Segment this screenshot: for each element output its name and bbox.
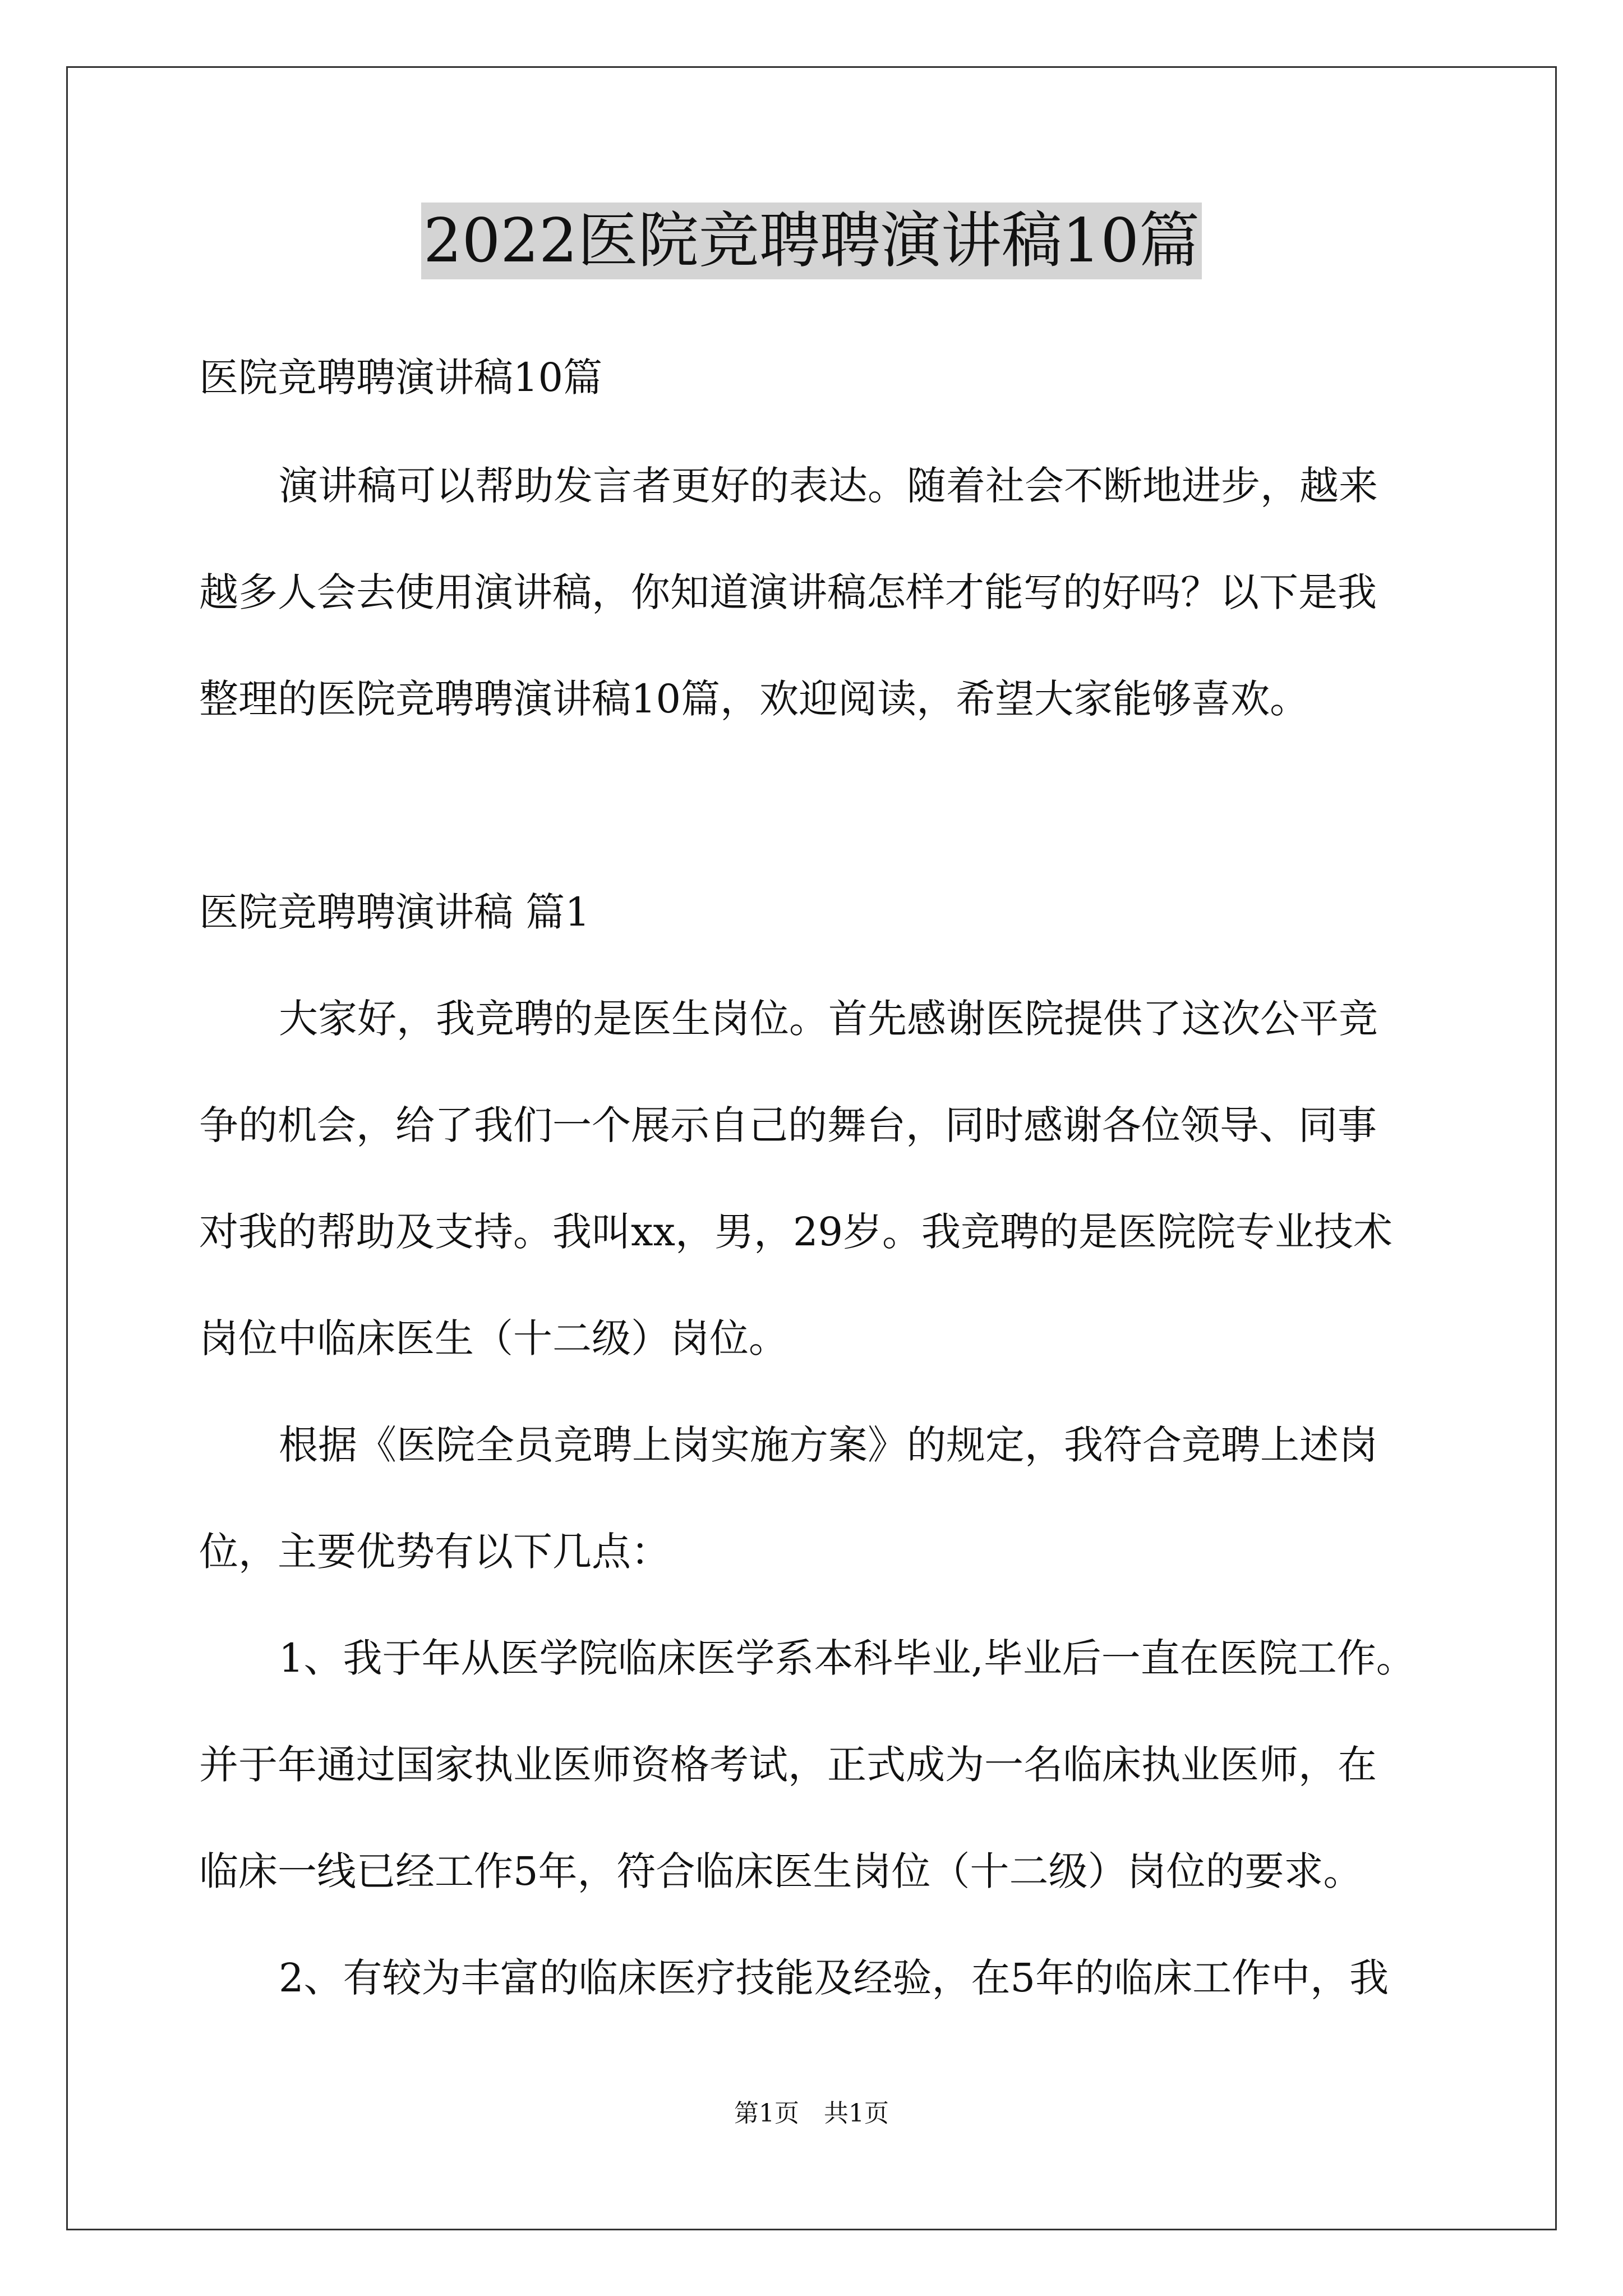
paragraph3-line-3: 临床一线已经工作5年，符合临床医生岗位（十二级）岗位的要求。	[199, 1848, 1363, 1894]
paragraph3-line-1: 1、我于年从医学院临床医学系本科毕业,毕业后一直在医院工作。	[279, 1635, 1415, 1681]
paragraph2-line-1: 根据《医院全员竞聘上岗实施方案》的规定，我符合竞聘上述岗	[279, 1422, 1378, 1468]
paragraph4-line-1: 2、有较为丰富的临床医疗技能及经验，在5年的临床工作中，我	[279, 1955, 1389, 2001]
paragraph2-line-2: 位，主要优势有以下几点：	[199, 1529, 670, 1575]
paragraph1-line-2: 争的机会，给了我们一个展示自己的舞台，同时感谢各位领导、同事	[199, 1102, 1377, 1148]
paragraph3-line-2: 并于年通过国家执业医师资格考试，正式成为一名临床执业医师，在	[199, 1742, 1377, 1788]
document-title-text: 2022医院竞聘聘演讲稿10篇	[421, 203, 1202, 279]
intro-line-3: 整理的医院竞聘聘演讲稿10篇，欢迎阅读，希望大家能够喜欢。	[199, 676, 1310, 722]
paragraph1-line-1: 大家好，我竞聘的是医生岗位。首先感谢医院提供了这次公平竞	[279, 996, 1378, 1042]
paragraph1-line-3: 对我的帮助及支持。我叫xx，男，29岁。我竞聘的是医院院专业技术	[199, 1209, 1393, 1255]
page-footer: 第1页 共1页	[734, 2099, 889, 2128]
intro-line-2: 越多人会去使用演讲稿，你知道演讲稿怎样才能写的好吗？以下是我	[199, 569, 1377, 615]
paragraph1-line-4: 岗位中临床医生（十二级）岗位。	[199, 1315, 788, 1361]
section-heading: 医院竞聘聘演讲稿 篇1	[199, 889, 590, 935]
document-subtitle: 医院竞聘聘演讲稿10篇	[199, 355, 603, 401]
document-title	[0, 202, 1623, 280]
intro-line-1: 演讲稿可以帮助发言者更好的表达。随着社会不断地进步，越来	[279, 463, 1378, 509]
